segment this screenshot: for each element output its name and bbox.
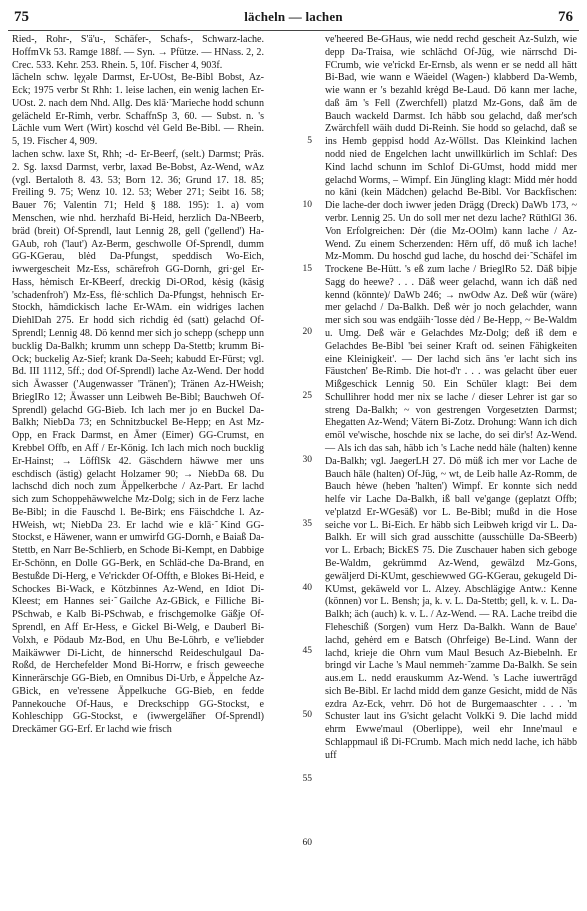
line-number: 45	[302, 646, 312, 656]
line-number: 10	[302, 200, 312, 210]
line-number: 30	[302, 455, 312, 465]
line-number: 50	[302, 710, 312, 720]
line-number: 35	[302, 519, 312, 529]
line-number: 5	[307, 136, 312, 146]
entry-paragraph: Ried-, Rohr-, S'ä'u-, Schäfer-, Schafs-, Schwarz-lache. HoffmVk 53. Ramge 188f. — Syn. → Pfütze. — HNass. 2, 2. Crec. 533. Kehr. 253. Rhein. 5, 10f. Fischer 4, 903f.	[12, 34, 264, 71]
running-head: lächeln — lachen	[244, 9, 343, 24]
left-column	[12, 34, 264, 737]
line-number: 25	[302, 391, 312, 401]
entry-laecheln: lächeln schw. lęχəlɐ Darmst, Er-UOst, Be-Bibl Bobst, Az-Eck; 1975 verbr St Rhh: 1. leise lachen, ein wenig lachen Er-UOst. 2. nach dem Nhd. Allg. Des klā·̃ Marieche hodd schunn gelächeld Er-Rimh, verbr. SchaffnSp 3, 60. — Subst. n. 's Lächle vum Wert (Wirt) koschd vėl Geld Be-Bibl. — Rhein. 5, 19. Fischer 4, 909.	[12, 72, 264, 148]
entry-lachen: lachen schw. laxɐ St, Rhh; -d- Er-Beerf, (selt.) Darmst; Präs. 2. Sg. laxsd Darmst, verbr, laxǝd Be-Bobst, Az-Wend, wAz (vgl. Bertaloth 8. 43. 53; Born 12. 36; Grund 17. 18. 85; Freiling 9. 75; Wenz 10. 12. 53; Weber 271; Seibt 16. 58; Bauer 76; Valentin 71; Held § 188. 195): 1. a) vom Menschen, wie nhd. herzhafd Bi-Heid, herzlich Da-NBeerb, bräd (breit) Of-Sprendl, laut Lennig 28, gell ('gellend') Ha-GAub, roh ('laut') Az-Berm, geschwolle Of-Sprendl, dumm GG-KGerau, blėd Da-Pfungst, speddisch Wo-Eich, iwwergescheit Mz-Ess, schärefroh GG-Dornh, gri·gel Er-Hass, hėmisch Er-KBeerf, dreckig Di-ORod, kėsig (käsig 'schadenfroh') Mz-Ess, flė·schlich Da-Pfungst, hehnisch Er-Stockh, hämdickisch lache Er-WAm. ein widriges lachen DiehlDah 275. Er hodd sich richdig ėd (satt) gelachd Of-Sprendl; Lennig 48. Dö kennd mer sich jo schepp (schepp unn bucklig Da-Balkh; krumm unn schepp Da-Stettb; krumm Bi-Ock; buckelig Az-Sief; krank Da-Seeh; kabudd Er-Fürst; vgl. Bd. III 1112, 5ff.; dod Of-Sprendl) lache Az-Wend. Der hodd sich Äwasser ('Augenwasser 'Tränen'); Tränen Az-HWeish; BriegIRo 12; Äwasser unn Leibweh Be-Bibl; Bauchweh Of-Sprendl) gelachd GG-Bieb. Ich lach mer jo en Buckel Da-Balkh; NiebDa 73; en Schnitzbuckel Be-Hepp; en Ast Mz-Opp, en Frack Darmst, en Ämer (Eimer) GG-Crumst, en Krebbel Offb, en Aff / Er-König. Ich lach mich noch bucklig Er-Hainst; → LöfflSk 42. Gäschdern häwwe mer uns eschdisch (ästig) gelacht Holzamer 90; → NiebDa 68. Du lachschd dich noch zum Äppelkerbche / Az-Part. Er lachd sich zum Schoppehäwwelche Mz-Dolg; sich in de Ferz lache Be-Bibl; in die Fauschd l. Be-Birk; ens Fäischdche l. Az-HWeish, wt; NiebDa 23. Er lachd wie e klā·̃ Kind GG-Stockst, e Häwener, wann er umwirfd GG-Dornh, e Baiaß Da-Stettb, en Narr Be-Schlierb, en Schode Bi-Kempt, en Dabbige Er-Schönn, en Dolle GG-Berk, en Schläd-che Da-Brand, en Bestußde Di-Herg, e Ve'rickder Of-Offth, e Blokes Bi-Heid, e Schockes Bi-Wack, e Kötzbinnes Az-Wend, en Idiot Di-Kleest; em Hannes sei·̃ Gailche Az-GBick, e Filliche Bi-PSchwab, e Kalb Bi-PSchwab, e frischgemolke Gäßje Of-Sprendl, en Aff Er-Hess, e Gickel Bi-Welg, e Dauberl Bi-Volxh, e Pödaub Mz-Bod, en Uhu Be-Löhrb, e ve'liebder Maikäwwer Di-Licht, de hinnerschd Reideschulgaul Da-Roßd, de Herchefelder Mond Bi-Horrw, e frisch geweeche Kinnerärschje GG-Bieb, en Omnibus Di-Urb, e Äppelche Az-GBick, en ve'ressene Äppelkuche GG-Bieb, en fedde Pannekouche Of-Haus, e Dreckschipp GG-Stockst, e Kohleschipp GG-Stockst, e (iwwergelä̈̃ner Of-Sprendl) Dreckämer GG-Erf. Er lachd wie frisch	[12, 149, 265, 736]
page-header	[14, 6, 573, 28]
line-number: 60	[302, 838, 312, 848]
page-number-left: 75	[14, 8, 29, 25]
right-column	[325, 34, 577, 763]
page-number-right: 76	[557, 8, 573, 25]
line-number: 15	[302, 264, 312, 274]
line-number: 55	[302, 774, 312, 784]
line-number: 40	[302, 583, 312, 593]
entry-lachen-continued: ve'heered Be-GHaus, wie nedd rechd gescheit Az-Sulzh, wie depp Da-Traisa, wie schlächd Of-Jüg, wie närrschd Di-FCrumb, wie ve'rickd Er-Ernsb, als wenn er se nedd all hätt Bi-Bad, wie wann e Wäeidel (Wagen-) klabberd Da-Wemb, wie wann er 's bezahld krėgd Be-Laud. Dö kann mer lache, daß ām 's Fell (Zwerchfell) platzd Mz-Gons, daß ām de Bauch wackeld Darmst. Ich häbb sou gelachd, daß mer'sch Zwärchfell wäih dudd Di-Reinh. Sie hodd so gelachd, daß se ins Hemb geppisd hodd Az-Wöllst. Das Kleinkind lachen nodd nied de Engelchen lacht unwillkürlich im Schlaf: Des Kind lachd schunn im Schlof Di-GUmst, hodd midd mer gelachd Worms, – Wimpf. Ein Jüngling klagt: Midd mėr hodd no kāni (kein Mädchen) gelachd Be-Bibl. Vor Backfischen: Die lache-der doch iwwer jeden Drägg (Dreck) DaWb 173, ~ verbr. Lennig 25. Un do soll mer net dezu lache? RüthlGl 36. Von Erfolgreichen: Dėr (die Mz-OOlm) kann lache / Az-Wend. Zu einem Scherzenden: Hērn uff, dō muß ich lache! Mz-Momm. Du hoschd gud lache, du hoschd dei·̃ Schäfel im Trockene Be-Hütt. 's eß zum lache / BrieglRo 52. Däß biþje Sagg do heewe? . . . Däß weer gelachd, wann ich däß ned kennd (könnte)/ DaWb 246; → nwOdw Az. Deß wür (wäre) mer gelachd / Da-Balkh. Deß wėr jo noch gelachder, wann mer sich sou was endgäih·̃ losse dėd / Be-Hepp, ~ Be-Waldm u. Umg. Deß wär e Gelachdes Mz-Dolg; deß iß dem e Gelachdes Be-Bibl 'bei seiner Kraft od. seinen Fähigkeiten eine Kleinigkeit'. — Der lachd sich äns 'er lacht sich ins Fäustchen' Be-Rimb. Die hot-d'r . . . was gelacht über euer Mißgeschick Lennig 50. Ein Schüler klagt: Bei dem Schullihrer hodd mer nix se lache / dieser Lehrer ist gar so streng Da-Balkh; ~ von gestrengen Vorgesetzten Darmst; Ehegatten Az-Wend; Vätern Bi-Zotz. Drohung: Wann ich dich emöl ve'wische, hoschde nix se lache, do sei dir's! Az-Wend. — Als ich das sah, häbb ich 's Lache nedd häle (halten) kenne Da-Balkh; vgl. JaegerLH 27. Dö müß ich mer vor Lache de Bauch hāle (halten) Of-Jüg, ~ wt, de Leib halle Az-Romm, de Bauch hėwe (heben 'halten') Wimpf. Er konnte sich nedd helfe vir Lache Da-Balkh, iß ball ve'gange (geplatzt Offb; ve'platzd Er-WGesäß) vor L. Be-Bibl; mußd in die Hose seiche vor L. Bi-Eich. Er häbb sich Leibweh krigd vir L. Da-Balkh. Er will sich grad ausschitte (ausschülle Da-SBeerb) vor L. Erbach; BickES 75. Die Zuschauer haben sich geboge Be-Waldm, gekrümmd Az-Wend, gewälzd Mz-Gons, gewäljerd Di-KUmt, geschiewwed GG-KGerau, gekugeld Di-KUmst, gekäweld vor L. Alzey. Abschlägige Antw.: Kenne (können) vor L. Bensh; ja, k. v. L. Da-Stettb; gell, k. v. L. Da-Balkh; äch (auch) k. v. L. / Az-Wend. — RA. Lache treibd die Fleheschiß (Sorgen) vum Herz Da-Balkh. Wann de Baue' lachd, gehėrd em e Batsch (Ohrfeige) Be-Lind. Wann der lachd, krieje die Ohrn vum Maul Besuch Az-Biebelnh. Er bringd vir Lache 's Maul nemmeh·̃ zamme Da-Balkh. Se sein aus.em L. nedd erauskumm Az-Wend. 's Lache iuwertrāgd sich Be-Bibl. Er lachd midd dem ganze Gesicht, midd de Nās ezdra Az-Eck, vehrr. Dö hot de Burgemaaschter . . . 'm Schuster laut ins G'sicht gelacht VolkKi 9. Die lachd midd ehrm Ewwe'maul (Oberlippe), weil ehr Inne'maul e Schlappmaul iß Di-FCrumb. Mach mich nedd lache, ich häbb uff	[325, 34, 577, 761]
line-number: 20	[302, 327, 312, 337]
header-rule	[8, 30, 579, 31]
